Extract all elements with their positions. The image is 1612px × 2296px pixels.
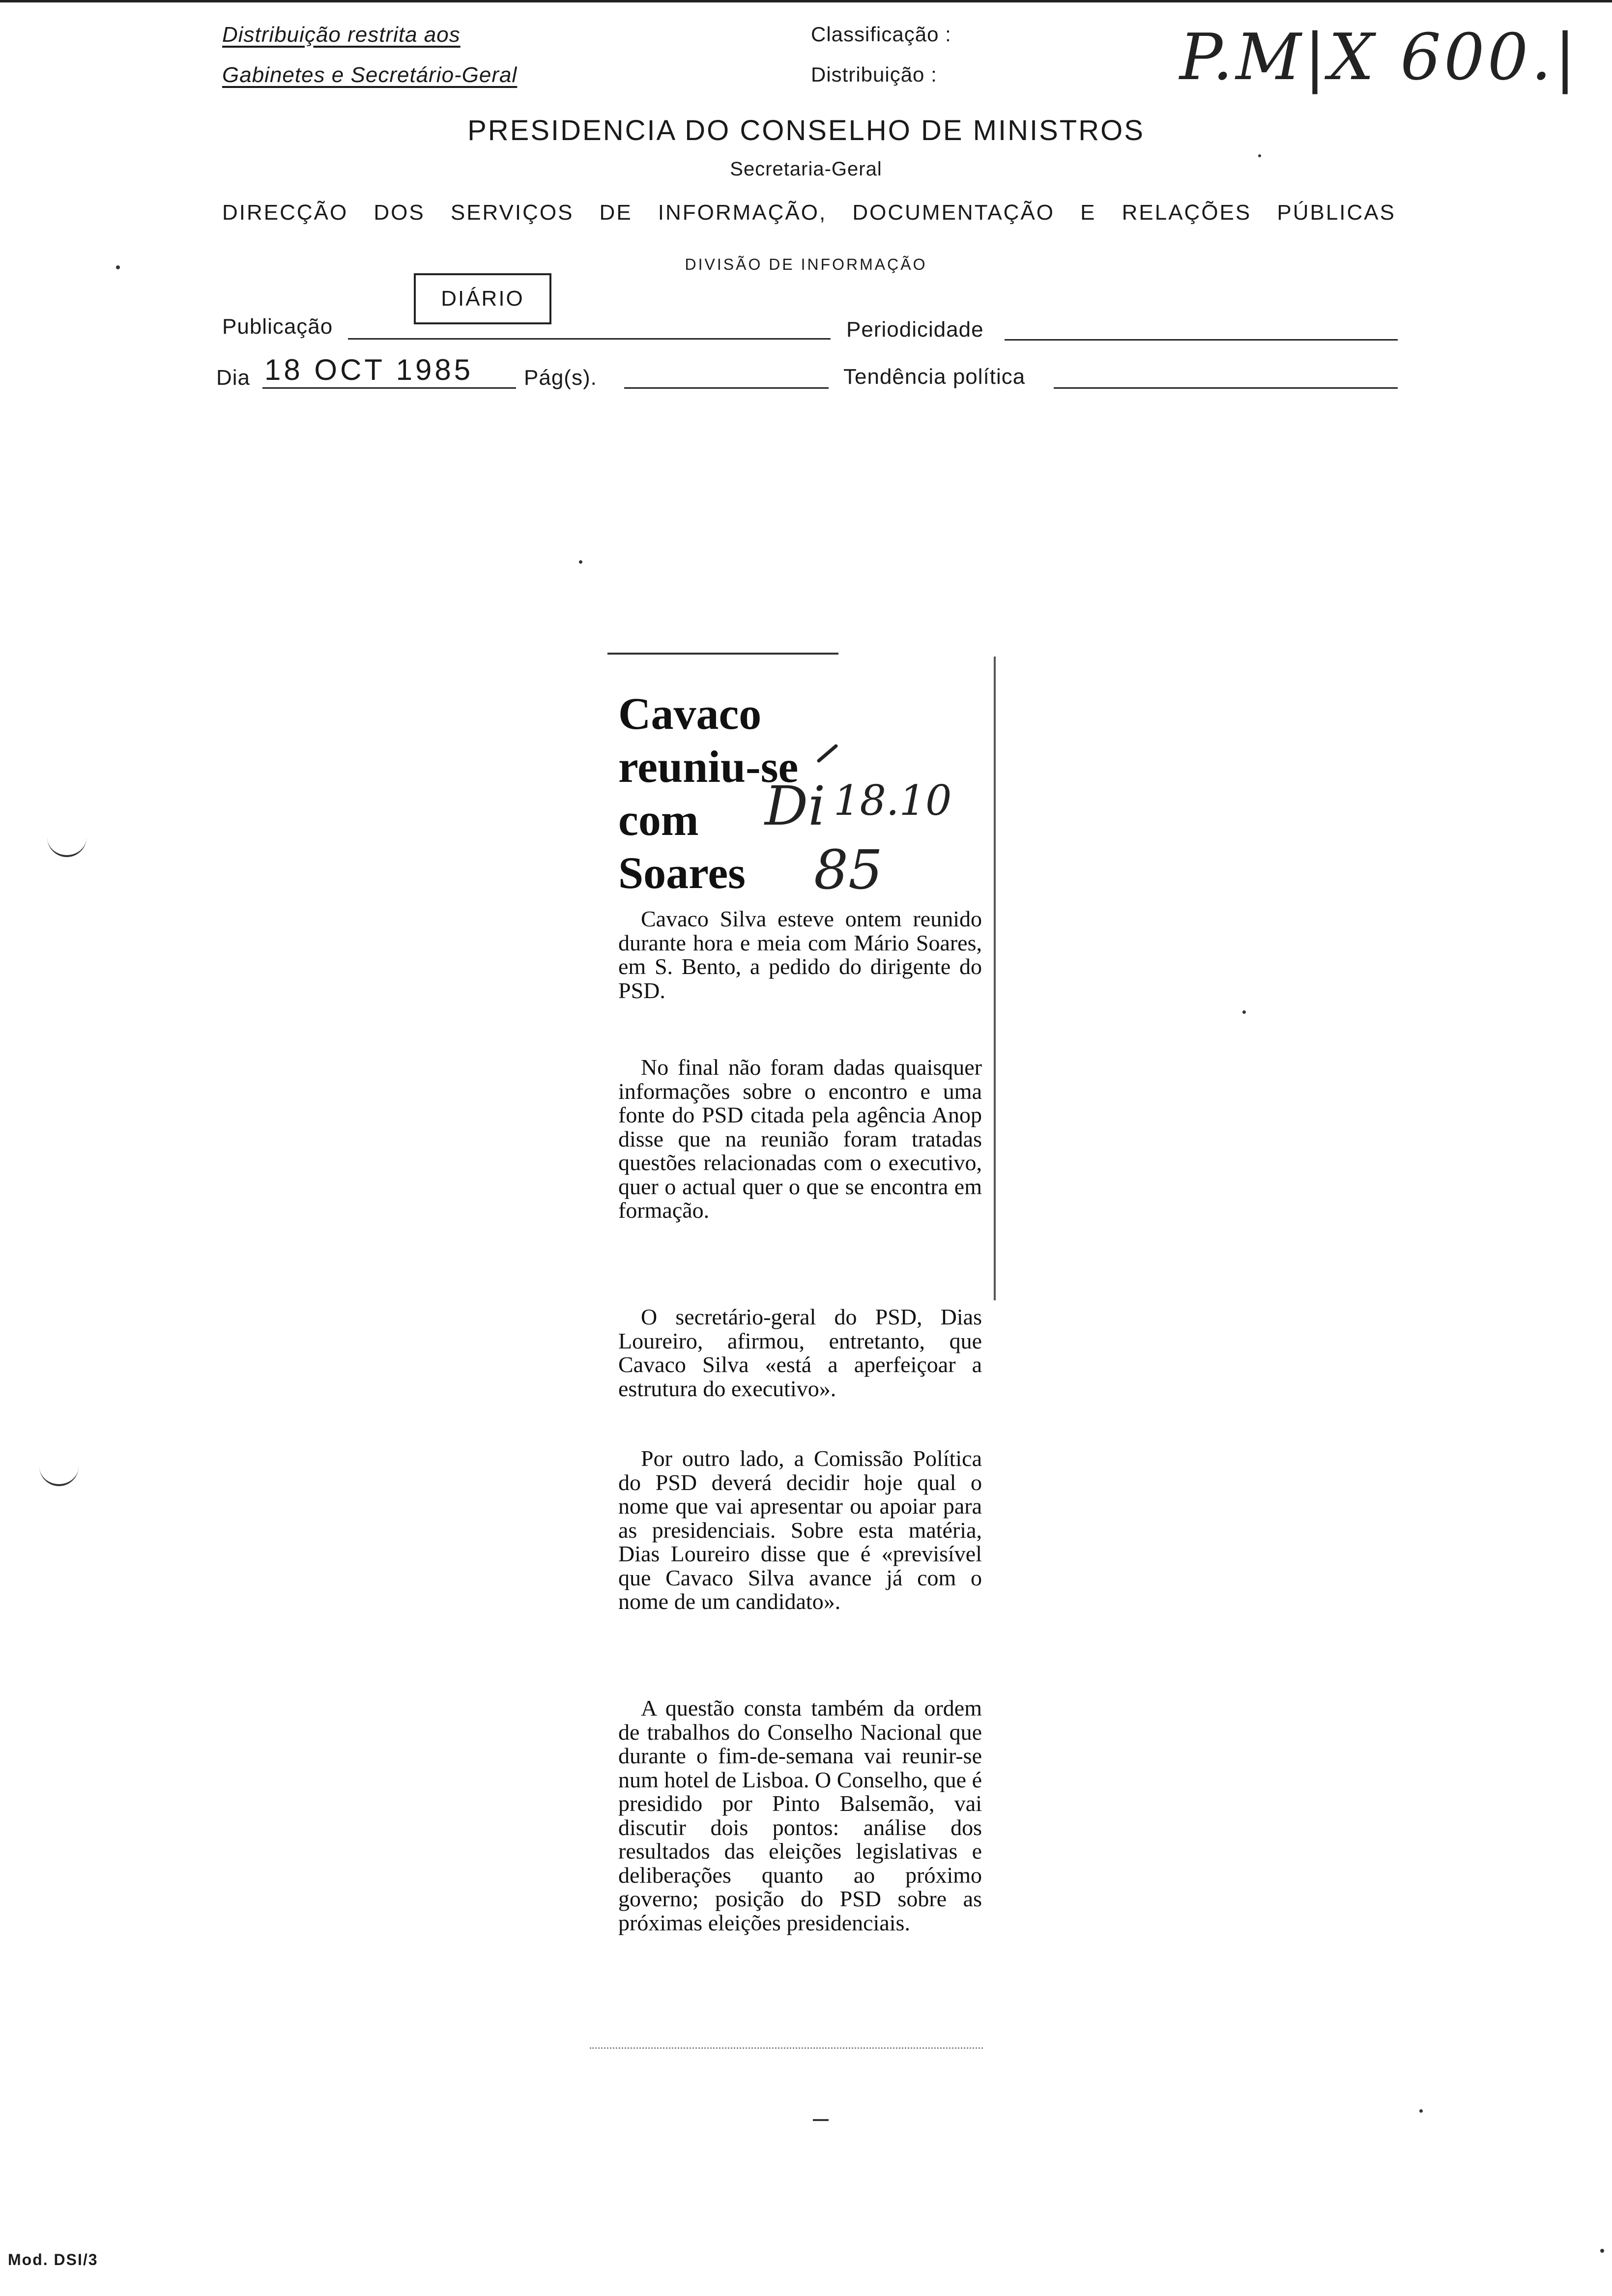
hole-punch-mark bbox=[39, 1464, 79, 1486]
scan-speck bbox=[116, 265, 120, 269]
page-title: PRESIDENCIA DO CONSELHO DE MINISTROS bbox=[467, 115, 1145, 146]
article-paragraph: Por outro lado, a Comissão Política do PSD deverá decidir hoje qual o nome que vai apresentar ou apoiar para as presidenciais. Sobre esta matéria, Dias Loureiro disse que é «previsível que Cavaco Silva avance já com o nome de um candidato». bbox=[618, 1446, 982, 1614]
headline-line: reuniu-se bbox=[618, 742, 799, 792]
headline-line: Cavaco bbox=[618, 689, 762, 739]
top-border-rule bbox=[0, 0, 1612, 2]
periodicity-label: Periodicidade bbox=[846, 317, 984, 342]
article-paragraph: O secretário-geral do PSD, Dias Loureiro, afirmou, entretanto, que Cavaco Silva «está a aperfeiçoar a estrutura do executivo». bbox=[618, 1304, 982, 1401]
scan-speck bbox=[579, 560, 582, 564]
distribution-label: Distribuição : bbox=[811, 63, 937, 86]
clipping-bottom-edge bbox=[590, 2047, 983, 2050]
publication-underline bbox=[348, 338, 831, 340]
article-paragraph: No final não foram dadas quaisquer informações sobre o encontro e uma fonte do PSD citada pela agência Anop disse que na reunião foram tratadas questões relacionadas com o executivo, quer o actual quer o que se encontra em formação. bbox=[618, 1055, 982, 1223]
scan-speck bbox=[1419, 2109, 1423, 2113]
classification-label: Classificação : bbox=[811, 23, 951, 46]
day-label: Dia bbox=[216, 366, 251, 390]
handwritten-date-prefix: Di bbox=[765, 775, 826, 837]
clipping-column-rule bbox=[994, 657, 996, 1300]
periodicity-underline bbox=[1005, 339, 1398, 341]
article-paragraph: A questão consta também da ordem de trabalhos do Conselho Nacional que durante o fim-de-semana vai reunir-se num hotel de Lisboa. O Conselho, que é presidido por Pinto Balsemão, vai discutir dois pontos: análise dos resultados das eleições legislativas e deliberações quanto ao próximo governo; posição do PSD sobre as próximas eleições presidenciais. bbox=[618, 1695, 982, 1935]
date-stamp-value: 18 OCT 1985 bbox=[264, 353, 474, 386]
article-paragraph: Cavaco Silva esteve ontem reunido durante hora e meia com Mário Soares, em S. Bento, a pedido do dirigente do PSD. bbox=[618, 906, 982, 1003]
scan-dash-mark bbox=[813, 2119, 829, 2121]
hole-punch-mark bbox=[47, 835, 86, 857]
publication-stamp bbox=[414, 273, 551, 324]
scan-speck bbox=[1600, 2249, 1604, 2253]
day-underline bbox=[262, 387, 516, 389]
publication-value: DIÁRIO bbox=[441, 287, 524, 311]
distribution-restricted-line1: Distribuição restrita aos bbox=[222, 23, 461, 47]
political-tendency-underline bbox=[1054, 387, 1398, 389]
handwritten-archive-reference: P.M|X 600.| bbox=[1180, 20, 1579, 94]
handwritten-date-year: 85 bbox=[814, 838, 883, 901]
pages-label: Pág(s). bbox=[524, 366, 597, 390]
division-title: DIVISÃO DE INFORMAÇÃO bbox=[685, 256, 927, 273]
handwritten-date-annotation bbox=[745, 741, 951, 918]
scan-speck bbox=[1242, 1010, 1246, 1014]
form-code: Mod. DSI/3 bbox=[8, 2251, 98, 2268]
headline-line: Soares bbox=[618, 848, 746, 898]
page-subtitle: Secretaria-Geral bbox=[730, 158, 882, 180]
distribution-restricted-line2: Gabinetes e Secretário-Geral bbox=[222, 63, 518, 87]
headline-line: com bbox=[618, 795, 699, 845]
pages-underline bbox=[624, 387, 829, 389]
publication-label: Publicação bbox=[222, 315, 333, 339]
political-tendency-label: Tendência política bbox=[843, 365, 1026, 389]
handwritten-date-daymonth: 18.10 bbox=[834, 776, 951, 825]
scan-speck bbox=[1258, 154, 1261, 157]
department-title: DIRECÇÃO DOS SERVIÇOS DE INFORMAÇÃO, DOCUMENTAÇÃO E RELAÇÕES PÚBLICAS bbox=[222, 201, 1396, 225]
clipping-top-rule bbox=[607, 653, 838, 655]
